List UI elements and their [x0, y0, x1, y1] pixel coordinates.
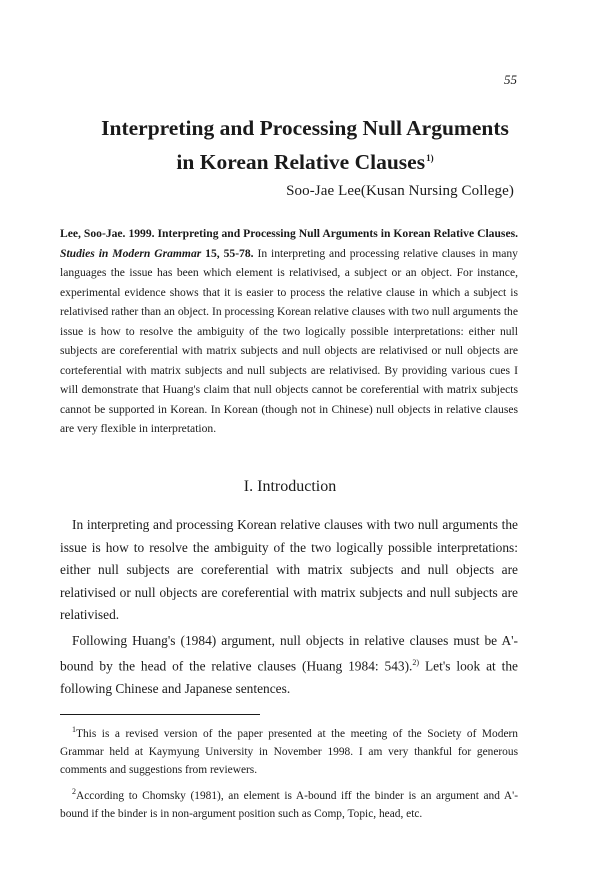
abstract-pages: 15, 55-78.: [201, 246, 254, 260]
abstract-citation: Lee, Soo-Jae. 1999. Interpreting and Processing Null Arguments in Korean Relative Clauses.: [60, 227, 518, 240]
footnote-rule: [60, 714, 260, 715]
body-paragraph-2-text: Following Huang's (1984) argument, null objects in relative clauses must be A'-bound by the head of the relative clauses (Huang 1984: 543).: [60, 632, 518, 674]
footnote-2: [60, 783, 518, 823]
title-line-2: [40, 143, 570, 177]
footnote-1-text: This is a revised version of the paper presented at the meeting of the Society of Modern Grammar held at Kaymyung University in November 1998. I am very thankful for generous comments and suggestions from reviewers.: [60, 727, 518, 776]
title-line-2-text: in Korean Relative Clauses: [176, 150, 426, 175]
title-footnote-marker: 1): [426, 153, 434, 163]
body-paragraph-2: [60, 630, 518, 701]
abstract-journal: Studies in Modern Grammar: [60, 246, 202, 260]
footnote-2-marker: 2: [72, 786, 76, 796]
body-paragraph-1: In interpreting and processing Korean relative clauses with two null arguments the issue is how to resolve the ambiguity of the two logically possible interpretations: either null subjects are coreferential with matrix subjects and null objects are relativised or null objects are coreferential with matrix subjects and null subjects are relativised.: [60, 517, 518, 622]
abstract-text: In interpreting and processing relative clauses in many languages the issue has been which element is relativised, a subject or an object. For instance, experimental evidence shows that it is easier to process the relative clause in which a subject is relativised rather than an object. In processing Korean relative clauses with two null arguments the issue is how to resolve the ambiguity of the two logically possible interpretations: either null subjects are coreferential with matrix subjects and null objects are relativised or null objects are corteferential with matrix subjects and null subjects are relativised. By providing various cues I will demonstrate that Huang's claim that null objects cannot be coreferential with matrix subjects cannot be supported in Korean. In Korean (though not in Chinese) null objects in relative clauses are very flexible in interpretation.: [60, 246, 518, 435]
body-paragraph-2-end: Let's look at the following Chinese and Japanese sentences.: [60, 658, 518, 696]
page-number: 55: [504, 72, 517, 87]
footnote-1: [60, 721, 518, 779]
paper-title: [40, 113, 570, 177]
footnotes: [60, 721, 518, 823]
footnote-2-text: According to Chomsky (1981), an element is A-bound iff the binder is an argument and A'-bound if the binder is in non-argument position such as Comp, Topic, head, etc.: [60, 789, 518, 820]
footnote-1-marker: 1: [72, 725, 76, 734]
body-footnote-marker: 2): [412, 658, 420, 667]
author-affiliation: Soo-Jae Lee(Kusan Nursing College): [286, 183, 514, 199]
section-heading: I. Introduction: [243, 478, 337, 495]
abstract: [60, 224, 518, 439]
body-text: [60, 514, 518, 700]
title-line-1: Interpreting and Processing Null Arguments: [101, 116, 509, 140]
